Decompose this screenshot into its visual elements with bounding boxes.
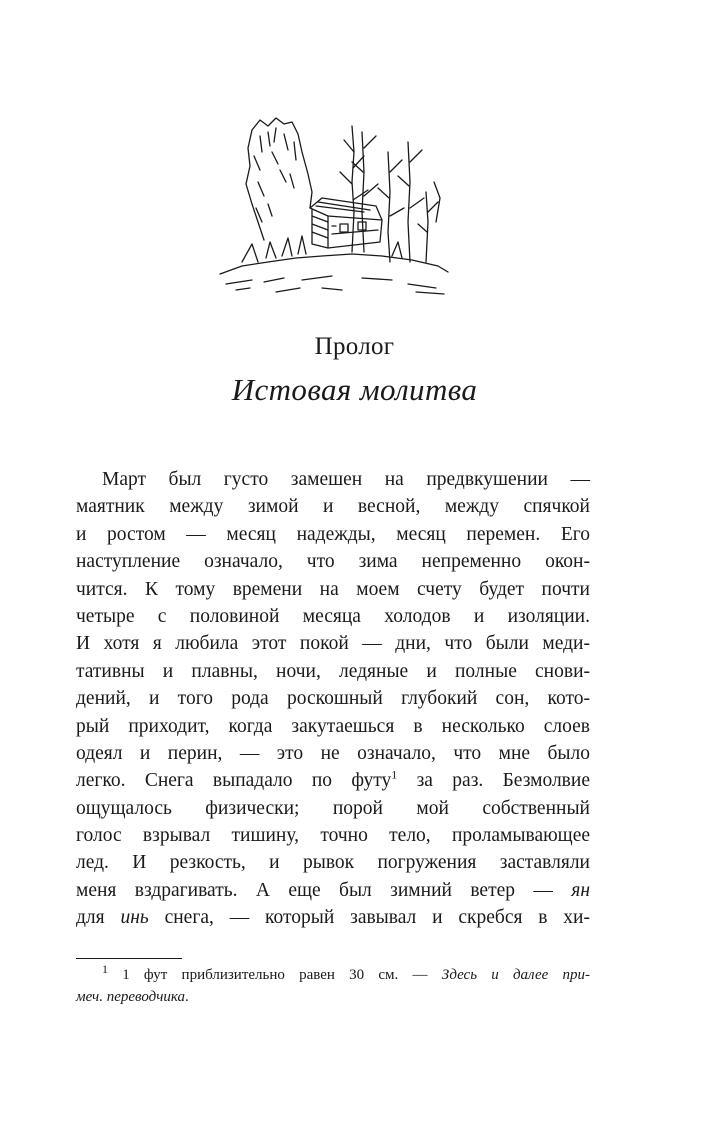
text-line: и ростом — месяц надежды, месяц перемен. Его bbox=[76, 523, 590, 545]
text-line: ощущалось физически; порой мой собственный bbox=[76, 797, 590, 819]
text-line: голос взрывал тишину, точно тело, проламывающее bbox=[76, 825, 590, 847]
text-line: дений, и того рода роскошный глубокий сон, кото- bbox=[76, 688, 590, 710]
text-line bbox=[76, 767, 590, 794]
text-line: И хотя я любила этот покой — дни, что были меди- bbox=[76, 633, 590, 655]
winter-cabin-illustration bbox=[212, 112, 452, 302]
text-line: наступление означало, что зима непременно окон- bbox=[76, 551, 590, 573]
chapter-label: Пролог bbox=[314, 333, 395, 360]
footnote-line bbox=[76, 986, 590, 1008]
footnote-text: 1 фут приблизительно равен 30 см. — bbox=[108, 967, 442, 983]
text-line: маятник между зимой и весной, между спячкой bbox=[76, 496, 590, 518]
footnote-italic: Здесь и далее при- bbox=[441, 967, 590, 983]
text-line: Март был густо замешен на предвкушении — bbox=[102, 469, 590, 490]
chapter-title: Истовая молитва bbox=[231, 372, 478, 407]
text-line: лед. И резкость, и рывок погружения заставляли bbox=[76, 852, 590, 874]
text-segment: для bbox=[76, 907, 121, 929]
footnote-line bbox=[76, 964, 590, 986]
italic-word: ян bbox=[571, 879, 590, 901]
text-segment: легко. Снега выпадало по футу bbox=[76, 770, 392, 792]
italic-word: инь bbox=[120, 907, 149, 929]
text-line: тативны и плавны, ночи, ледяные и полные снови- bbox=[76, 660, 590, 682]
text-line bbox=[76, 904, 590, 931]
footnote-divider bbox=[76, 958, 182, 959]
text-line: четыре с половиной месяца холодов и изоляции. bbox=[76, 605, 590, 627]
text-segment: за раз. Безмолвие bbox=[397, 770, 590, 792]
text-line: одеял и перин, — это не означало, что мне было bbox=[76, 742, 590, 764]
footnote-end: . bbox=[185, 989, 189, 1005]
text-line: рый приходит, когда закутаешься в несколько слоев bbox=[76, 715, 590, 737]
footnote-marker: 1 bbox=[102, 962, 108, 976]
text-line: чится. К тому времени на моем счету будет почти bbox=[76, 578, 590, 600]
footnote-italic: меч. переводчика bbox=[76, 989, 186, 1005]
text-segment: меня вздрагивать. А еще был зимний ветер — bbox=[76, 879, 572, 901]
footnote-ref: 1 bbox=[391, 767, 398, 782]
text-segment: снега, — который завывал и скребся в хи- bbox=[148, 907, 590, 929]
body-text bbox=[76, 466, 590, 932]
footnote bbox=[76, 964, 590, 1008]
text-line bbox=[76, 877, 590, 904]
